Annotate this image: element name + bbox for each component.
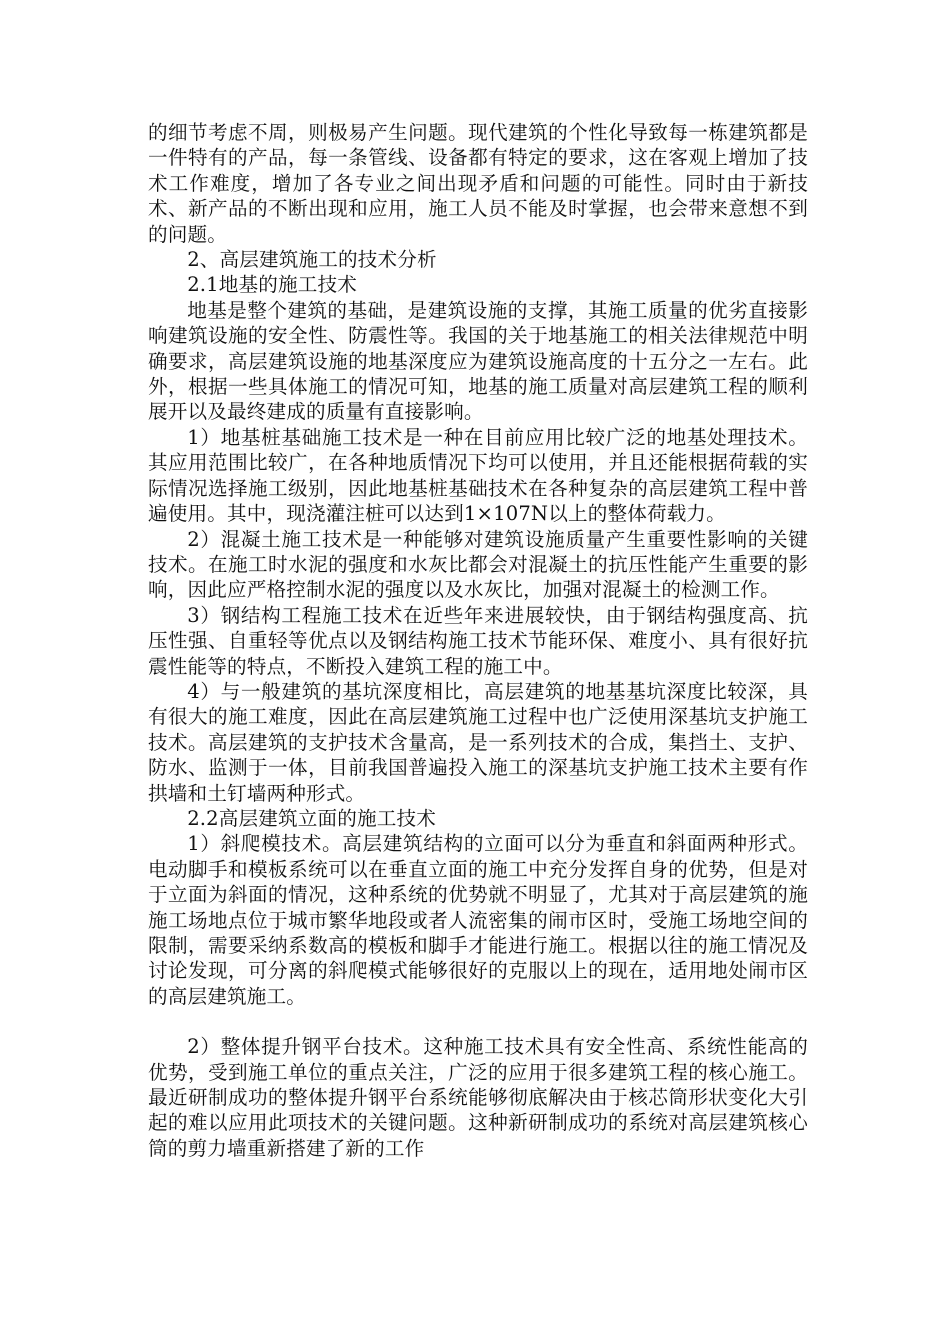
paragraph-climbing-form: 1）斜爬模技术。高层建筑结构的立面可以分为垂直和斜面两种形式。电动脚手和模板系统可以在垂直立面的施工中充分发挥自身的优势，但是对于立面为斜面的情况，这种系统的优势就不明显了，尤其对于高层建筑的施施工场地点位于城市繁华地段或者人流密集的闹市区时，受施工场地空间的限制，需要采纳系数高的模板和脚手才能进行施工。根据以往的施工情况及讨论发现，可分离的斜爬模式能够很好的克服以上的现在，适用地处闹市区的高层建筑施工。 [148,832,808,1008]
paragraph-steel-structure: 3）钢结构工程施工技术在近些年来进展较快，由于钢结构强度高、抗压性强、自重轻等优点以及钢结构施工技术节能环保、难度小、具有很好抗震性能等的特点，不断投入建筑工程的施工中。 [148,603,808,678]
paragraph-gap [148,1009,808,1034]
paragraph-continuation: 的细节考虑不周，则极易产生问题。现代建筑的个性化导致每一栋建筑都是一件特有的产品，每一条管线、设备都有特定的要求，这在客观上增加了技术工作难度，增加了各专业之间出现矛盾和问题的可能性。同时由于新技术、新产品的不断出现和应用，施工人员不能及时掌握，也会带来意想不到的问题。 [148,121,808,246]
paragraph-pile-foundation: 1）地基桩基础施工技术是一种在目前应用比较广泛的地基处理技术。其应用范围比较广，在各种地质情况下均可以使用，并且还能根据荷载的实际情况选择施工级别，因此地基桩基础技术在各种复杂的高层建筑工程中普遍使用。其中，现浇灌注桩可以达到1×107N以上的整体荷载力。 [148,425,808,526]
paragraph-deep-pit: 4）与一般建筑的基坑深度相比，高层建筑的地基基坑深度比较深，具有很大的施工难度，因此在高层建筑施工过程中也广泛使用深基坑支护施工技术。高层建筑的支护技术含量高，是一系列技术的合成，集挡土、支护、防水、监测于一体，目前我国普遍投入施工的深基坑支护施工技术主要有作拱墙和土钉墙两种形式。 [148,679,808,805]
paragraph-concrete: 2）混凝土施工技术是一种能够对建筑设施质量产生重要性影响的关键技术。在施工时水泥的强度和水灰比都会对混凝土的抗压性能产生重要的影响，因此应严格控制水泥的强度以及水灰比，加强对混凝土的检测工作。 [148,527,808,602]
paragraph-steel-platform: 2）整体提升钢平台技术。这种施工技术具有安全性高、系统性能高的优势，受到施工单位的重点关注，广泛的应用于很多建筑工程的核心施工。最近研制成功的整体提升钢平台系统能够彻底解决由于核芯筒形状变化大引起的难以应用此项技术的关键问题。这种新研制成功的系统对高层建筑核心筒的剪力墙重新搭建了新的工作 [148,1035,808,1160]
section-heading-2: 2、高层建筑施工的技术分析 [187,248,437,272]
subsection-heading-2-1: 2.1地基的施工技术 [187,273,358,297]
paragraph-foundation-intro: 地基是整个建筑的基础，是建筑设施的支撑，其施工质量的优劣直接影响建筑设施的安全性、防震性等。我国的关于地基施工的相关法律规范中明确要求，高层建筑设施的地基深度应为建筑设施高度的十五分之一左右。此外，根据一些具体施工的情况可知，地基的施工质量对高层建筑工程的顺利展开以及最终建成的质量有直接影响。 [148,298,808,424]
subsection-heading-2-2: 2.2高层建筑立面的施工技术 [187,806,436,830]
document-page [148,120,808,1161]
